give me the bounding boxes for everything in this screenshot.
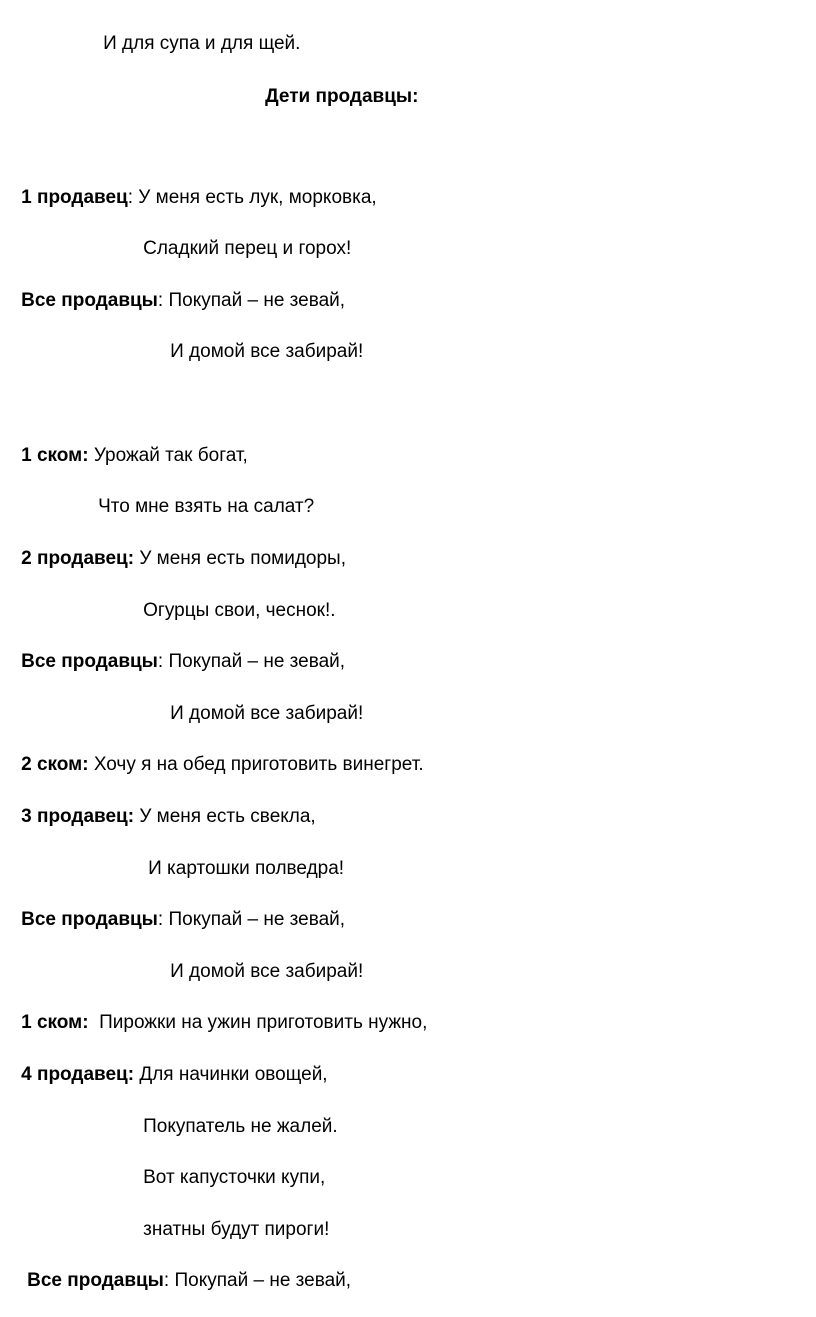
heading-text: Дети продавцы: <box>265 86 419 107</box>
line-text: Вот капусточки купи, <box>143 1167 326 1188</box>
line-text: : У меня есть лук, морковка, <box>127 187 377 208</box>
dialogue-line <box>6 1245 351 1317</box>
line-text: Сладкий перец и горох! <box>143 238 352 259</box>
line-text: : Покупай – не зевай, <box>163 1270 352 1291</box>
line-text: Урожай так богат, <box>88 445 248 466</box>
line-text: знатны будут пироги! <box>143 1219 330 1240</box>
speaker-label: Все продавцы <box>21 290 158 311</box>
section-heading <box>244 61 418 133</box>
speaker-label: Все продавцы <box>21 909 158 930</box>
speaker-label: 1 продавец <box>21 187 128 208</box>
line-text: У меня есть помидоры, <box>134 548 346 569</box>
line-text: Для начинки овощей, <box>134 1064 328 1085</box>
line-text: И домой все забирай! <box>170 341 364 362</box>
speaker-label: 2 продавец: <box>21 548 135 569</box>
speaker-label: Все продавцы <box>27 1270 164 1291</box>
line-text: Пирожки на ужин приготовить нужно, <box>88 1012 428 1033</box>
line-text: И домой все забирай! <box>170 703 364 724</box>
line-text: И для супа и для щей. <box>103 33 301 54</box>
line-text: И домой все забирай! <box>170 961 364 982</box>
line-text: Покупатель не жалей. <box>143 1116 338 1137</box>
speaker-label: 2 ском: <box>21 754 89 775</box>
speaker-label: 1 ском: <box>21 1012 89 1033</box>
line-text: Огурцы свои, чеснок!. <box>143 600 336 621</box>
line-text: : Покупай – не зевай, <box>157 909 346 930</box>
line-text: : Покупай – не зевай, <box>157 651 346 672</box>
line-text: И картошки полведра! <box>148 858 345 879</box>
line-text: : Покупай – не зевай, <box>157 290 346 311</box>
line-text: Хочу я на обед приготовить винегрет. <box>88 754 424 775</box>
speaker-label: 3 продавец: <box>21 806 135 827</box>
speaker-label: Все продавцы <box>21 651 158 672</box>
text-line <box>149 316 363 388</box>
line-text: У меня есть свекла, <box>134 806 316 827</box>
speaker-label: 1 ском: <box>21 445 89 466</box>
line-text: Что мне взять на салат? <box>98 496 315 517</box>
speaker-label: 4 продавец: <box>21 1064 135 1085</box>
